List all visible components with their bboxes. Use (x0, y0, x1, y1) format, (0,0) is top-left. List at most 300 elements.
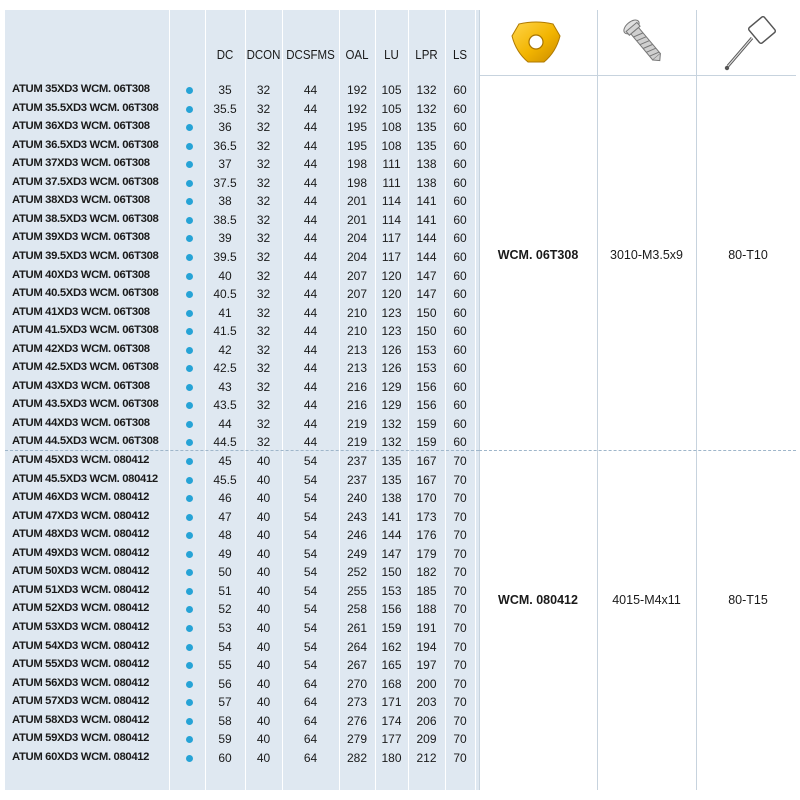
cell-dcsfms: 44 (303, 361, 318, 376)
cell-lpr: 144 (416, 231, 437, 246)
cell-oal: 252 (346, 565, 368, 580)
cell-lu: 153 (381, 583, 402, 598)
table-row (5, 508, 479, 527)
table-row (5, 248, 479, 267)
cell-oal: 204 (346, 231, 368, 246)
cell-dc: 58 (218, 713, 232, 728)
product-code: ATUM 37.5XD3 WCM. 06T308 (12, 175, 159, 188)
cell-lpr: 135 (416, 138, 437, 153)
cell-dcon: 40 (256, 528, 271, 543)
table-row (5, 378, 479, 397)
cell-lpr: 144 (416, 249, 437, 264)
header-dcon: DCON (246, 48, 281, 62)
product-code: ATUM 37XD3 WCM. 06T308 (12, 157, 150, 170)
table-row (5, 600, 479, 619)
cell-oal: 276 (346, 713, 368, 728)
product-code: ATUM 50XD3 WCM. 080412 (12, 565, 150, 578)
product-code: ATUM 45.5XD3 WCM. 080412 (12, 472, 158, 485)
product-code: ATUM 41.5XD3 WCM. 06T308 (12, 324, 159, 337)
cell-ls: 70 (453, 602, 467, 617)
cell-dcsfms: 44 (303, 83, 318, 97)
cell-dc: 44 (218, 416, 232, 431)
cell-lpr: 206 (416, 713, 437, 728)
cell-ls: 60 (453, 194, 467, 209)
cell-dcsfms: 64 (303, 695, 318, 710)
cell-ls: 70 (453, 732, 467, 747)
cell-dcsfms: 64 (303, 750, 318, 765)
cell-dcon: 40 (256, 454, 271, 468)
cell-ls: 60 (453, 287, 467, 302)
cell-dc: 57 (218, 695, 232, 710)
stock-dot-icon (186, 328, 193, 335)
cell-lu: 123 (381, 305, 402, 320)
cell-dcon: 40 (256, 602, 271, 617)
cell-dcsfms: 44 (303, 212, 318, 227)
cell-dcsfms: 54 (303, 602, 318, 617)
table-row (5, 396, 479, 415)
insert-code-group-2: WCM. 080412 (498, 593, 578, 607)
cell-dc: 48 (218, 528, 232, 543)
cell-lu: 132 (381, 435, 402, 450)
stock-dot-icon (186, 87, 193, 94)
product-table (5, 10, 479, 790)
cell-dcon: 40 (256, 732, 271, 747)
cell-ls: 70 (453, 528, 467, 543)
product-code: ATUM 42.5XD3 WCM. 06T308 (12, 361, 159, 374)
table-row (5, 638, 479, 657)
cell-ls: 70 (453, 491, 467, 506)
cell-lu: 120 (381, 287, 402, 302)
stock-dot-icon (186, 569, 193, 576)
cell-dc: 38.5 (213, 212, 237, 227)
cell-oal: 198 (346, 175, 368, 190)
cell-dcsfms: 54 (303, 620, 318, 635)
table-row (5, 563, 479, 582)
product-code: ATUM 55XD3 WCM. 080412 (12, 658, 150, 671)
table-row (5, 341, 479, 360)
cell-lu: 117 (381, 249, 402, 264)
cell-lpr: 150 (416, 324, 437, 339)
stock-dot-icon (186, 532, 193, 539)
cell-ls: 70 (453, 546, 467, 561)
cell-dcsfms: 44 (303, 101, 318, 116)
cell-dc: 37.5 (213, 175, 237, 190)
product-code: ATUM 54XD3 WCM. 080412 (12, 639, 150, 652)
cell-lu: 120 (381, 268, 402, 283)
right-divider (597, 10, 598, 790)
cell-lpr: 176 (416, 528, 437, 543)
cell-dcsfms: 44 (303, 398, 318, 413)
cell-dc: 38 (218, 194, 232, 209)
table-row (5, 749, 479, 768)
product-code: ATUM 57XD3 WCM. 080412 (12, 695, 150, 708)
cell-lu: 105 (381, 101, 402, 116)
product-code: ATUM 39.5XD3 WCM. 06T308 (12, 249, 159, 262)
cell-lu: 150 (381, 565, 402, 580)
cell-ls: 60 (453, 361, 467, 376)
cell-dcon: 32 (256, 324, 271, 339)
cell-dcsfms: 54 (303, 528, 318, 543)
cell-dc: 41.5 (213, 324, 237, 339)
cell-dc: 44.5 (213, 435, 237, 450)
table-row (5, 526, 479, 545)
cell-ls: 60 (453, 268, 467, 283)
cell-lu: 177 (381, 732, 402, 747)
cell-dcon: 40 (256, 583, 271, 598)
cell-lu: 126 (381, 342, 402, 357)
cell-dc: 41 (218, 305, 232, 320)
cell-dc: 53 (218, 620, 232, 635)
cell-dcon: 32 (256, 287, 271, 302)
stock-dot-icon (186, 235, 193, 242)
product-code: ATUM 40.5XD3 WCM. 06T308 (12, 287, 159, 300)
cell-dcsfms: 64 (303, 732, 318, 747)
table-row (5, 229, 479, 248)
cell-dcon: 40 (256, 639, 271, 654)
cell-dcon: 32 (256, 120, 271, 135)
cell-dcon: 32 (256, 83, 271, 97)
cell-oal: 261 (346, 620, 368, 635)
cell-dcon: 40 (256, 565, 271, 580)
cell-lpr: 197 (416, 658, 437, 673)
cell-lu: 168 (381, 676, 402, 691)
stock-dot-icon (186, 495, 193, 502)
cell-oal: 246 (346, 528, 368, 543)
product-code: ATUM 46XD3 WCM. 080412 (12, 491, 150, 504)
stock-dot-icon (186, 310, 193, 317)
product-code: ATUM 45XD3 WCM. 080412 (12, 454, 150, 466)
cell-oal: 195 (346, 138, 368, 153)
product-code: ATUM 52XD3 WCM. 080412 (12, 602, 150, 615)
stock-dot-icon (186, 439, 193, 446)
table-row (5, 267, 479, 286)
cell-ls: 60 (453, 138, 467, 153)
cell-ls: 60 (453, 398, 467, 413)
right-divider (479, 10, 480, 790)
cell-ls: 60 (453, 435, 467, 450)
cell-lu: 165 (381, 658, 402, 673)
cell-ls: 60 (453, 212, 467, 227)
cell-lu: 108 (381, 120, 402, 135)
key-code-group-1: 80-T10 (728, 248, 768, 262)
table-row (5, 192, 479, 211)
cell-dcon: 32 (256, 101, 271, 116)
cell-lpr: 194 (416, 639, 437, 654)
cell-lpr: 153 (416, 361, 437, 376)
insert-icon (510, 18, 562, 66)
cell-lu: 174 (381, 713, 402, 728)
cell-ls: 70 (453, 509, 467, 524)
stock-dot-icon (186, 254, 193, 261)
table-row (5, 304, 479, 323)
cell-dc: 40 (218, 268, 232, 283)
cell-lu: 111 (382, 157, 401, 172)
cell-dcon: 32 (256, 379, 271, 394)
cell-dc: 55 (218, 658, 232, 673)
cell-lu: 135 (381, 454, 402, 468)
stock-dot-icon (186, 606, 193, 613)
cell-dcon: 32 (256, 212, 271, 227)
cell-lu: 156 (381, 602, 402, 617)
stock-dot-icon (186, 736, 193, 743)
cell-dc: 39.5 (213, 249, 237, 264)
cell-lu: 129 (381, 379, 402, 394)
table-row (5, 415, 479, 434)
cell-oal: 192 (346, 101, 368, 116)
stock-dot-icon (186, 384, 193, 391)
product-code: ATUM 41XD3 WCM. 06T308 (12, 305, 150, 318)
product-code: ATUM 35.5XD3 WCM. 06T308 (12, 101, 159, 114)
cell-dc: 35.5 (213, 101, 237, 116)
product-code: ATUM 51XD3 WCM. 080412 (12, 583, 150, 596)
cell-lpr: 182 (416, 565, 437, 580)
cell-oal: 237 (346, 454, 368, 468)
stock-dot-icon (186, 755, 193, 762)
cell-ls: 60 (453, 324, 467, 339)
cell-dcon: 40 (256, 713, 271, 728)
cell-lu: 126 (381, 361, 402, 376)
cell-dc: 43.5 (213, 398, 237, 413)
product-code: ATUM 42XD3 WCM. 06T308 (12, 342, 150, 355)
cell-oal: 207 (346, 268, 368, 283)
cell-oal: 255 (346, 583, 368, 598)
cell-dcsfms: 44 (303, 120, 318, 135)
cell-lpr: 141 (416, 194, 437, 209)
header-ls: LS (452, 48, 468, 62)
cell-dcsfms: 44 (303, 287, 318, 302)
cell-dcsfms: 44 (303, 231, 318, 246)
stock-dot-icon (186, 217, 193, 224)
cell-lpr: 167 (416, 472, 437, 487)
cell-lpr: 209 (416, 732, 437, 747)
cell-ls: 70 (453, 676, 467, 691)
stock-dot-icon (186, 662, 193, 669)
cell-lu: 144 (381, 528, 402, 543)
cell-dcon: 32 (256, 398, 271, 413)
cell-ls: 70 (453, 454, 467, 468)
cell-dcon: 40 (256, 509, 271, 524)
cell-lu: 114 (381, 212, 402, 227)
cell-dcon: 32 (256, 361, 271, 376)
screw-icon (620, 16, 670, 70)
product-code: ATUM 47XD3 WCM. 080412 (12, 509, 150, 522)
product-code: ATUM 53XD3 WCM. 080412 (12, 620, 150, 633)
cell-oal: 216 (346, 398, 368, 413)
cell-oal: 207 (346, 287, 368, 302)
cell-lpr: 141 (416, 212, 437, 227)
cell-lu: 111 (382, 175, 401, 190)
cell-dc: 54 (218, 639, 232, 654)
cell-dcsfms: 44 (303, 175, 318, 190)
header-dcsfms: DCSFMS (286, 48, 335, 62)
cell-dc: 40.5 (213, 287, 237, 302)
table-row (5, 155, 479, 174)
stock-dot-icon (186, 143, 193, 150)
cell-dcsfms: 44 (303, 416, 318, 431)
cell-dcon: 32 (256, 268, 271, 283)
cell-lpr: 179 (416, 546, 437, 561)
cell-lu: 180 (381, 750, 402, 765)
cell-dc: 36.5 (213, 138, 237, 153)
cell-ls: 60 (453, 101, 467, 116)
cell-dcon: 40 (256, 750, 271, 765)
cell-oal: 243 (346, 509, 368, 524)
cell-oal: 219 (346, 416, 368, 431)
cell-dcon: 32 (256, 157, 271, 172)
cell-dcon: 40 (256, 695, 271, 710)
cell-ls: 60 (453, 120, 467, 135)
cell-ls: 60 (453, 342, 467, 357)
cell-lpr: 132 (416, 101, 437, 116)
cell-oal: 264 (346, 639, 368, 654)
insert-code-group-1: WCM. 06T308 (497, 248, 579, 262)
cell-lu: 138 (381, 491, 402, 506)
cell-lu: 147 (381, 546, 402, 561)
product-code: ATUM 38.5XD3 WCM. 06T308 (12, 212, 159, 225)
stock-dot-icon (186, 477, 193, 484)
cell-dcsfms: 44 (303, 305, 318, 320)
cell-lpr: 147 (416, 287, 437, 302)
cell-lu: 114 (381, 194, 402, 209)
table-row (5, 582, 479, 601)
cell-dcsfms: 44 (303, 249, 318, 264)
cell-lpr: 159 (416, 435, 437, 450)
cell-oal: 270 (346, 676, 368, 691)
cell-ls: 70 (453, 583, 467, 598)
cell-oal: 213 (346, 361, 368, 376)
cell-dcsfms: 44 (303, 324, 318, 339)
cell-oal: 210 (346, 324, 368, 339)
cell-dcsfms: 54 (303, 472, 318, 487)
cell-oal: 258 (346, 602, 368, 617)
cell-oal: 282 (346, 750, 368, 765)
cell-dc: 42.5 (213, 361, 237, 376)
cell-dcon: 40 (256, 676, 271, 691)
cell-dcon: 32 (256, 175, 271, 190)
header-separator (479, 75, 796, 76)
table-row (5, 81, 479, 100)
stock-dot-icon (186, 514, 193, 521)
table-row (5, 452, 479, 471)
cell-lpr: 147 (416, 268, 437, 283)
cell-ls: 70 (453, 472, 467, 487)
cell-dcsfms: 54 (303, 546, 318, 561)
cell-oal: 279 (346, 732, 368, 747)
cell-lu: 132 (381, 416, 402, 431)
cell-oal: 201 (346, 212, 368, 227)
table-row (5, 174, 479, 193)
stock-dot-icon (186, 291, 193, 298)
stock-dot-icon (186, 718, 193, 725)
table-row (5, 359, 479, 378)
stock-dot-icon (186, 365, 193, 372)
cell-dcsfms: 54 (303, 565, 318, 580)
stock-dot-icon (186, 124, 193, 131)
cell-dcon: 32 (256, 231, 271, 246)
cell-dcsfms: 64 (303, 713, 318, 728)
cell-lpr: 138 (416, 175, 437, 190)
cell-oal: 219 (346, 435, 368, 450)
cell-ls: 60 (453, 305, 467, 320)
cell-ls: 70 (453, 713, 467, 728)
cell-lpr: 191 (416, 620, 437, 635)
cell-dc: 47 (218, 509, 232, 524)
table-row (5, 471, 479, 490)
stock-dot-icon (186, 180, 193, 187)
cell-oal: 273 (346, 695, 368, 710)
cell-ls: 70 (453, 750, 467, 765)
stock-dot-icon (186, 681, 193, 688)
cell-dc: 59 (218, 732, 232, 747)
cell-dcon: 32 (256, 435, 271, 450)
cell-dc: 56 (218, 676, 232, 691)
cell-ls: 60 (453, 231, 467, 246)
product-code: ATUM 60XD3 WCM. 080412 (12, 750, 150, 763)
cell-oal: 249 (346, 546, 368, 561)
cell-dcon: 32 (256, 416, 271, 431)
cell-dc: 60 (218, 750, 232, 765)
product-code: ATUM 43.5XD3 WCM. 06T308 (12, 398, 159, 411)
cell-dcon: 40 (256, 620, 271, 635)
cell-lpr: 132 (416, 83, 437, 97)
product-code: ATUM 58XD3 WCM. 080412 (12, 713, 150, 726)
cell-ls: 70 (453, 565, 467, 580)
cell-lu: 105 (381, 83, 402, 97)
cell-oal: 210 (346, 305, 368, 320)
cell-lu: 129 (381, 398, 402, 413)
cell-ls: 60 (453, 249, 467, 264)
cell-lpr: 135 (416, 120, 437, 135)
cell-ls: 60 (453, 416, 467, 431)
table-row (5, 322, 479, 341)
header-lpr: LPR (415, 48, 438, 62)
cell-dcsfms: 54 (303, 639, 318, 654)
cell-lpr: 185 (416, 583, 437, 598)
cell-lpr: 203 (416, 695, 437, 710)
table-row (5, 118, 479, 137)
product-code: ATUM 35XD3 WCM. 06T308 (12, 83, 150, 95)
stock-dot-icon (186, 106, 193, 113)
table-row (5, 730, 479, 749)
cell-oal: 240 (346, 491, 368, 506)
stock-dot-icon (186, 644, 193, 651)
table-row (5, 489, 479, 508)
stock-dot-icon (186, 402, 193, 409)
cell-lpr: 173 (416, 509, 437, 524)
group-separator (5, 450, 479, 451)
product-code: ATUM 56XD3 WCM. 080412 (12, 676, 150, 689)
cell-dcon: 40 (256, 472, 271, 487)
product-code: ATUM 39XD3 WCM. 06T308 (12, 231, 150, 244)
stock-dot-icon (186, 273, 193, 280)
cell-dc: 42 (218, 342, 232, 357)
product-code: ATUM 59XD3 WCM. 080412 (12, 732, 150, 745)
cell-dcsfms: 54 (303, 583, 318, 598)
cell-dcsfms: 54 (303, 491, 318, 506)
cell-dcsfms: 44 (303, 435, 318, 450)
cell-oal: 213 (346, 342, 368, 357)
header-oal: OAL (345, 48, 369, 62)
cell-dc: 45.5 (213, 472, 237, 487)
stock-dot-icon (186, 421, 193, 428)
cell-lu: 108 (381, 138, 402, 153)
cell-dc: 52 (218, 602, 232, 617)
table-row (5, 100, 479, 119)
cell-lu: 123 (381, 324, 402, 339)
cell-ls: 60 (453, 175, 467, 190)
cell-dcon: 40 (256, 658, 271, 673)
cell-dc: 43 (218, 379, 232, 394)
